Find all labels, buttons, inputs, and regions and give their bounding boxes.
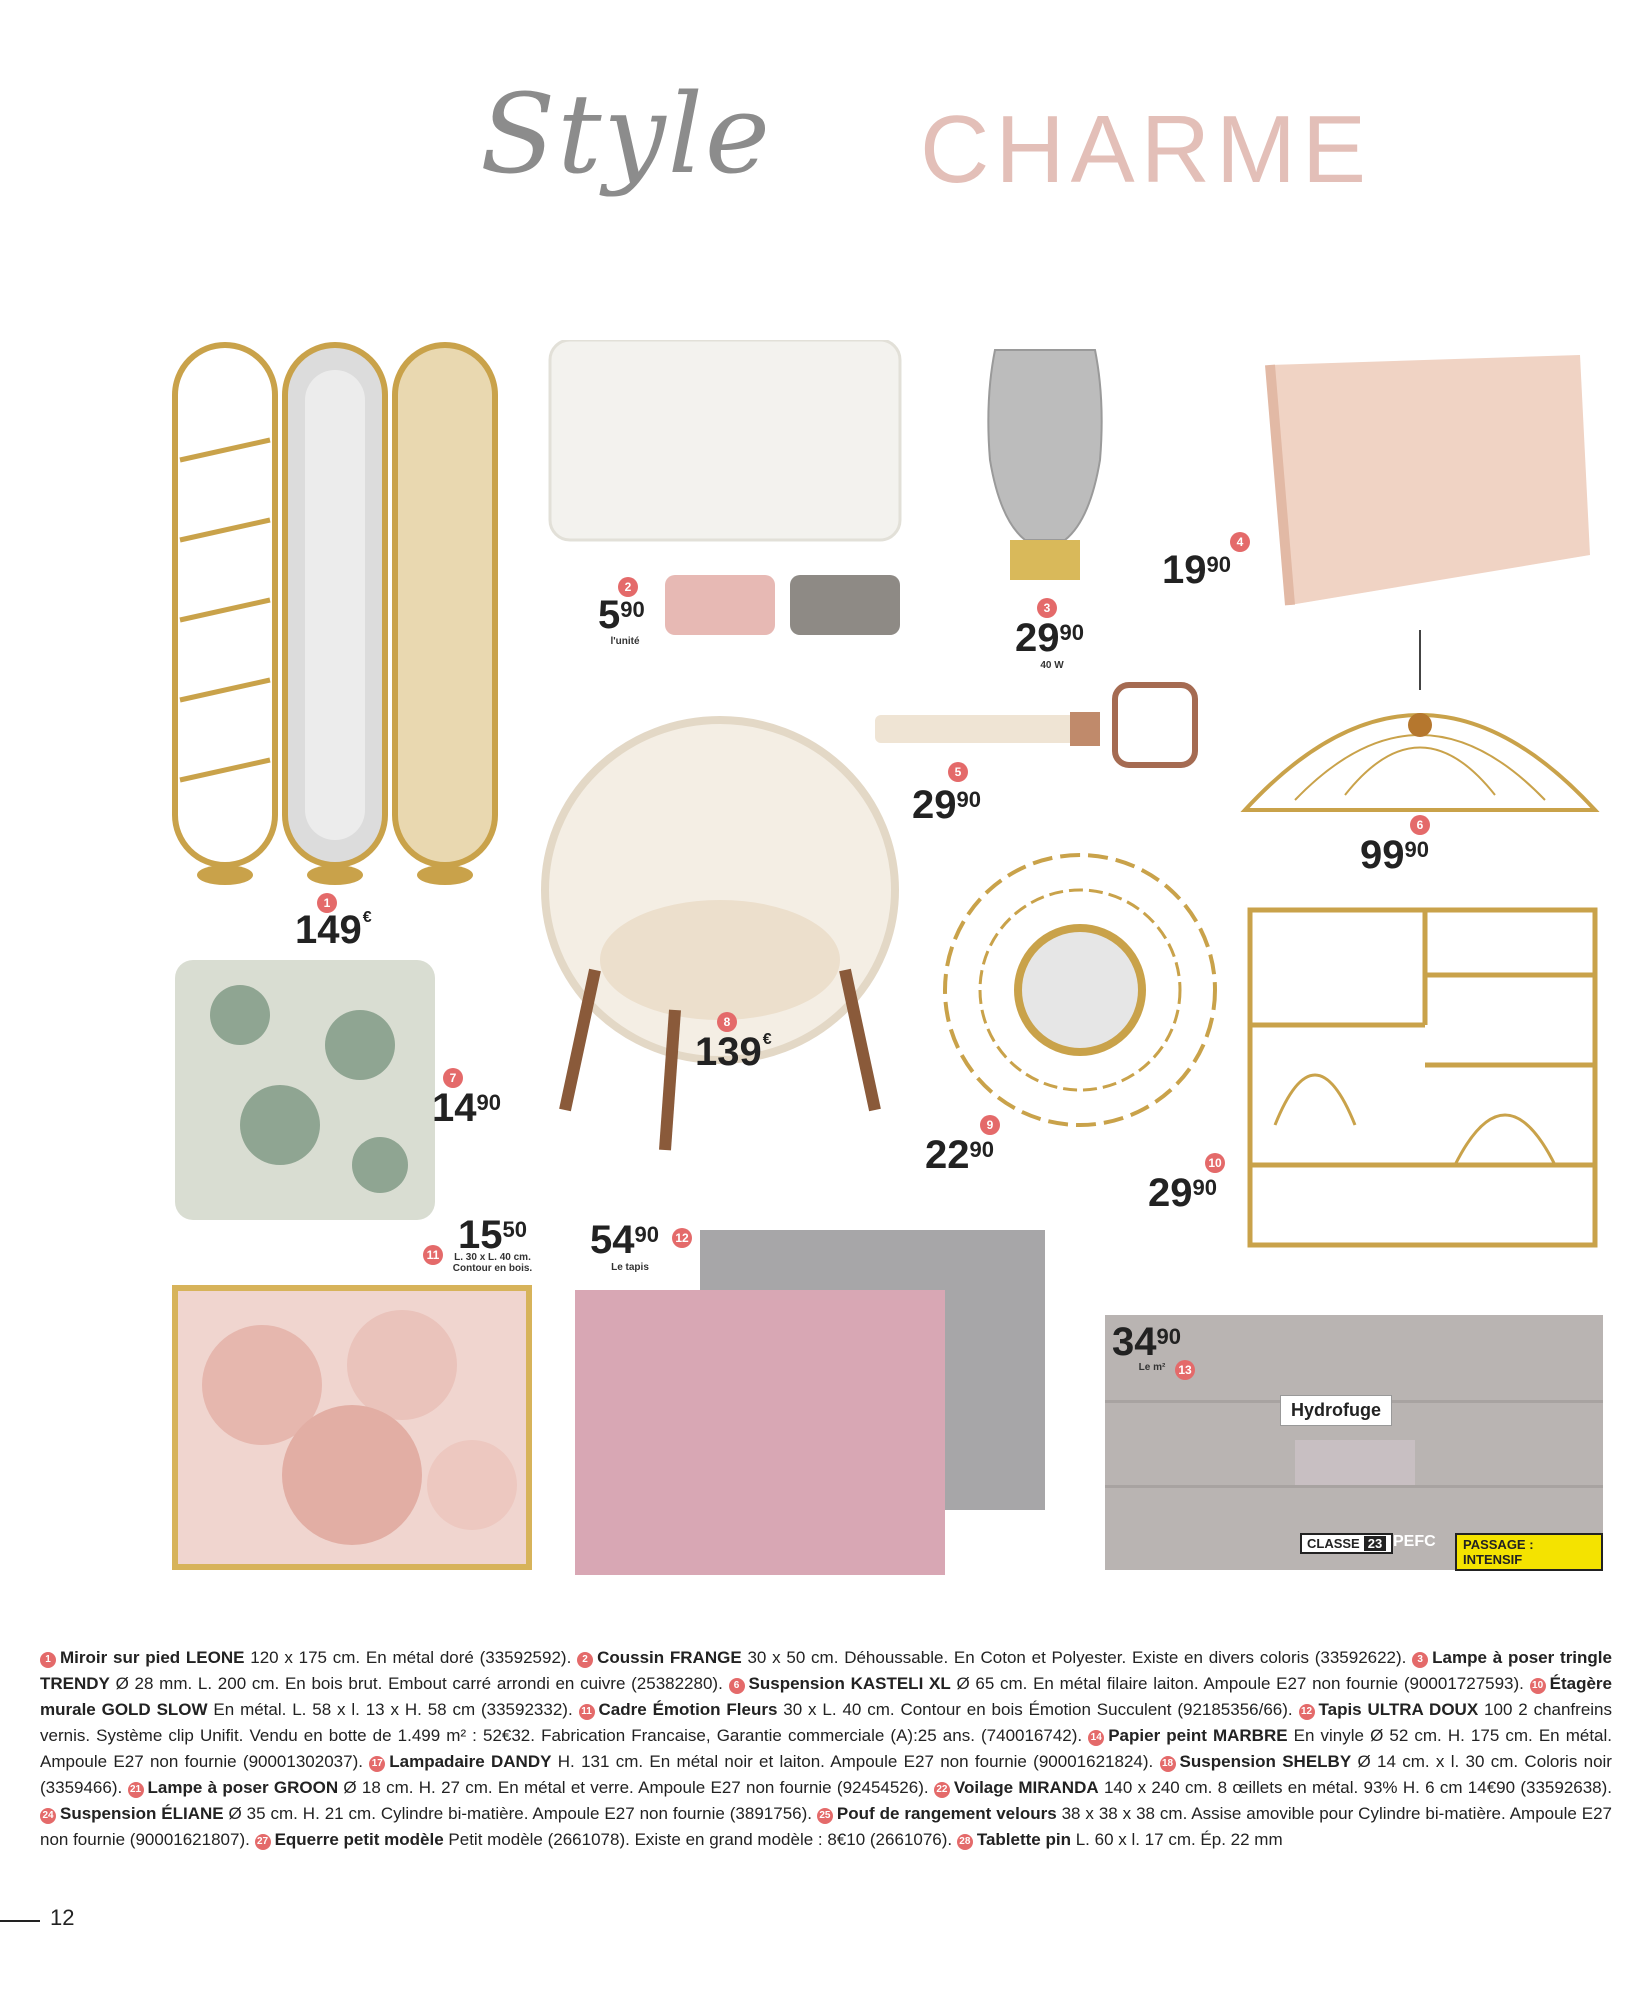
price-euros: 34 <box>1112 1320 1157 1364</box>
desc-number: 18 <box>1160 1756 1176 1772</box>
desc-name: tringle TRENDY <box>40 1648 1612 1693</box>
price-13 <box>1112 1322 1181 1362</box>
price-euros: 29 <box>1015 616 1060 660</box>
desc-text: L. 60 x l. 17 cm. Ép. 22 mm <box>1070 1830 1283 1849</box>
product-throw <box>1250 355 1600 615</box>
classe-tag <box>1300 1533 1393 1554</box>
desc-text: 140 x 240 cm. 8 œillets en métal. 93% H. 6 cm 14€90 (33592638). <box>1098 1778 1613 1797</box>
classe-label: CLASSE <box>1307 1536 1360 1551</box>
rugs-image <box>570 1230 1050 1580</box>
desc-item <box>255 1830 957 1849</box>
price-7 <box>432 1088 501 1128</box>
desc-number: 3 <box>1412 1652 1428 1668</box>
desc-name: Tapis ULTRA DOUX <box>1318 1700 1479 1719</box>
desc-number: 10 <box>1530 1678 1546 1694</box>
desc-text: Ø 28 mm. L. 200 cm. En bois brut. Embout carré arrondi en cuivre (25382280). <box>109 1674 729 1693</box>
pefc-logo: PEFC <box>1393 1533 1436 1550</box>
product-badge-10: 10 <box>1205 1153 1225 1173</box>
desc-name: Lampe à poser GROON <box>147 1778 339 1797</box>
price-3 <box>1015 618 1084 658</box>
desc-text: Ø 18 cm. H. 27 cm. En métal et verre. Ampoule E27 non fournie (92454526). <box>338 1778 934 1797</box>
sun-mirror-image <box>930 840 1230 1140</box>
desc-text: En vinyle Ø 52 cm. H. 175 cm. En métal. Ampoule E27 non fournie (90001302037). <box>40 1726 1612 1771</box>
price-unit-11: L. 30 x L. 40 cm. Contour en bois. <box>452 1252 533 1274</box>
price-euros: 15 <box>458 1213 503 1257</box>
price-10 <box>1148 1173 1217 1213</box>
desc-text: 30 x L. 40 cm. Contour en bois Émotion Succulent (92185356/66). <box>777 1700 1299 1719</box>
desc-name: Suspension ÉLIANE <box>60 1804 224 1823</box>
price-4 <box>1162 550 1231 590</box>
product-curtain-rod <box>870 680 1210 790</box>
price-1: 149€ <box>295 908 372 952</box>
price-euros: 139 <box>695 1030 762 1074</box>
classe-number: 23 <box>1364 1536 1386 1551</box>
price-cents: 50 <box>502 1217 527 1242</box>
desc-number: 21 <box>128 1782 144 1798</box>
desc-number: 12 <box>1299 1704 1315 1720</box>
price-euros: 29 <box>1148 1171 1193 1215</box>
price-6 <box>1360 835 1429 875</box>
desc-text: Petit modèle (2661078). Existe en grand modèle : 8€10 (2661076). <box>443 1830 957 1849</box>
page-title: CHARME <box>920 96 1373 203</box>
gold-shelf-image <box>1245 905 1600 1255</box>
product-gold-shelf <box>1245 905 1600 1255</box>
desc-name: Lampe à poser <box>1432 1648 1555 1667</box>
page-number: 12 <box>50 1905 75 1930</box>
desc-text: 120 x 175 cm. En métal doré (33592592). <box>244 1648 578 1667</box>
product-badge-8: 8 <box>717 1012 737 1032</box>
desc-number: 25 <box>817 1808 833 1824</box>
desc-text: Ø 14 cm. x l. 30 cm. Coloris noir (3359466). <box>40 1752 1612 1797</box>
price-cents: 90 <box>1156 1324 1181 1349</box>
desc-text: H. 131 cm. En métal noir et laiton. Ampoule E27 non fournie (90001621824). <box>551 1752 1160 1771</box>
product-badge-12: 12 <box>672 1228 692 1248</box>
product-badge-3: 3 <box>1037 598 1057 618</box>
floral-cushion-image <box>170 955 440 1225</box>
curtain-rod-image <box>870 680 1210 790</box>
desc-name: Étagère murale GOLD SLOW <box>40 1674 1612 1719</box>
desc-text: 38 x 38 x 38 cm. Assise amovible pour Cylindre bi-matière. Ampoule E27 non fournie (90001621807). <box>40 1804 1612 1849</box>
desc-item <box>40 1648 577 1667</box>
product-badge-4: 4 <box>1230 532 1250 552</box>
product-badge-2: 2 <box>618 577 638 597</box>
desc-name: Miroir sur pied LEONE <box>60 1648 245 1667</box>
product-badge-11: 11 <box>423 1245 443 1265</box>
price-cents: 90 <box>969 1137 994 1162</box>
desc-item <box>729 1674 1530 1693</box>
desc-item <box>1412 1648 1554 1667</box>
price-unit-2: l'unité <box>610 636 640 647</box>
price-euros: 19 <box>1162 548 1207 592</box>
price-euros: 54 <box>590 1218 635 1262</box>
mirror-screen-image <box>170 340 510 890</box>
passage-tag: PASSAGE : INTENSIF <box>1455 1533 1603 1571</box>
desc-name: Lampadaire DANDY <box>389 1752 552 1771</box>
page-number-rule <box>0 1920 40 1922</box>
product-badge-1: 1 <box>317 893 337 913</box>
desc-number: 27 <box>255 1834 271 1850</box>
price-cents: 90 <box>1059 620 1084 645</box>
desc-number: 24 <box>40 1808 56 1824</box>
desc-number: 2 <box>577 1652 593 1668</box>
price-euros: 14 <box>432 1086 477 1130</box>
desc-text: Ø 35 cm. H. 21 cm. Cylindre bi-matière. Ampoule E27 non fournie (3891756). <box>223 1804 817 1823</box>
desc-text: En métal. L. 58 x l. 13 x H. 58 cm (33592332). <box>207 1700 579 1719</box>
desc-number: 22 <box>934 1782 950 1798</box>
product-rope-chair <box>535 710 905 1160</box>
desc-text: Ø 65 cm. En métal filaire laiton. Ampoule E27 non fournie (90001727593). <box>950 1674 1530 1693</box>
price-euros: 149 <box>295 908 362 952</box>
desc-name: Tablette pin <box>976 1830 1071 1849</box>
desc-number: 14 <box>1088 1730 1104 1746</box>
price-cents: 90 <box>620 597 645 622</box>
price-euros: 99 <box>1360 833 1405 877</box>
product-rugs <box>570 1230 1050 1580</box>
price-euros: 29 <box>912 783 957 827</box>
product-pendant-light <box>1235 630 1605 820</box>
script-title: Style <box>480 70 772 198</box>
desc-number: 1 <box>40 1652 56 1668</box>
price-11 <box>458 1215 527 1255</box>
price-cents: 90 <box>956 787 981 812</box>
desc-name: Coussin FRANGE <box>597 1648 742 1667</box>
desc-item <box>934 1778 1612 1797</box>
product-badge-9: 9 <box>980 1115 1000 1135</box>
flower-frame-image <box>172 1285 532 1570</box>
desc-item <box>369 1752 1159 1771</box>
product-lamp <box>975 340 1115 590</box>
desc-text: 30 x 50 cm. Déhoussable. En Coton et Polyester. Existe en divers coloris (33592622). <box>741 1648 1413 1667</box>
price-euros: 5 <box>598 593 621 637</box>
desc-name: Pouf de rangement velours <box>836 1804 1057 1823</box>
lamp-image <box>975 340 1115 590</box>
desc-name: Papier peint MARBRE <box>1108 1726 1288 1745</box>
product-floral-cushion <box>170 955 440 1225</box>
desc-item <box>577 1648 1412 1667</box>
product-badge-6: 6 <box>1410 815 1430 835</box>
product-flower-frame <box>172 1285 532 1570</box>
desc-name: Cadre Émotion Fleurs <box>598 1700 778 1719</box>
price-9 <box>925 1135 994 1175</box>
desc-number: 17 <box>369 1756 385 1772</box>
price-cents: 90 <box>1206 552 1231 577</box>
price-cents: 90 <box>1404 837 1429 862</box>
desc-number: 6 <box>729 1678 745 1694</box>
desc-name: Voilage MIRANDA <box>953 1778 1099 1797</box>
product-sun-mirror <box>930 840 1230 1140</box>
price-8: 139€ <box>695 1030 772 1074</box>
price-2 <box>598 595 645 635</box>
desc-number: 11 <box>579 1704 595 1720</box>
price-unit-13: Le m² <box>1138 1362 1166 1373</box>
product-badge-5: 5 <box>948 762 968 782</box>
rope-chair-image <box>535 710 905 1160</box>
desc-item <box>128 1778 934 1797</box>
page-header <box>460 60 1373 230</box>
price-euros: 22 <box>925 1133 970 1177</box>
desc-item <box>957 1830 1283 1849</box>
desc-name: Suspension SHELBY <box>1179 1752 1352 1771</box>
product-badge-13: 13 <box>1175 1360 1195 1380</box>
price-unit-12: Le tapis <box>611 1262 649 1273</box>
price-cents: 90 <box>1192 1175 1217 1200</box>
product-mirror-screen <box>170 340 510 890</box>
desc-number: 28 <box>957 1834 973 1850</box>
desc-item <box>40 1804 817 1823</box>
product-descriptions <box>40 1645 1612 1853</box>
desc-item <box>579 1700 1299 1719</box>
price-5 <box>912 785 981 825</box>
hydrofuge-tag: Hydrofuge <box>1280 1395 1392 1426</box>
price-cents: 90 <box>476 1090 501 1115</box>
throw-image <box>1250 355 1600 615</box>
pendant-light-image <box>1235 630 1605 820</box>
price-unit-3: 40 W <box>1040 660 1064 671</box>
product-badge-7: 7 <box>443 1068 463 1088</box>
desc-text: 100 2 chanfreins vernis. Système clip Unifit. Vendu en botte de 1.499 m² : 52€32. Fabrication Francaise, Garantie commerciale (A):25 ans. (740016742). <box>40 1700 1613 1745</box>
price-cents: 90 <box>634 1222 659 1247</box>
desc-name: Suspension KASTELI XL <box>748 1674 951 1693</box>
desc-name: Equerre petit modèle <box>274 1830 444 1849</box>
price-12 <box>590 1220 659 1260</box>
